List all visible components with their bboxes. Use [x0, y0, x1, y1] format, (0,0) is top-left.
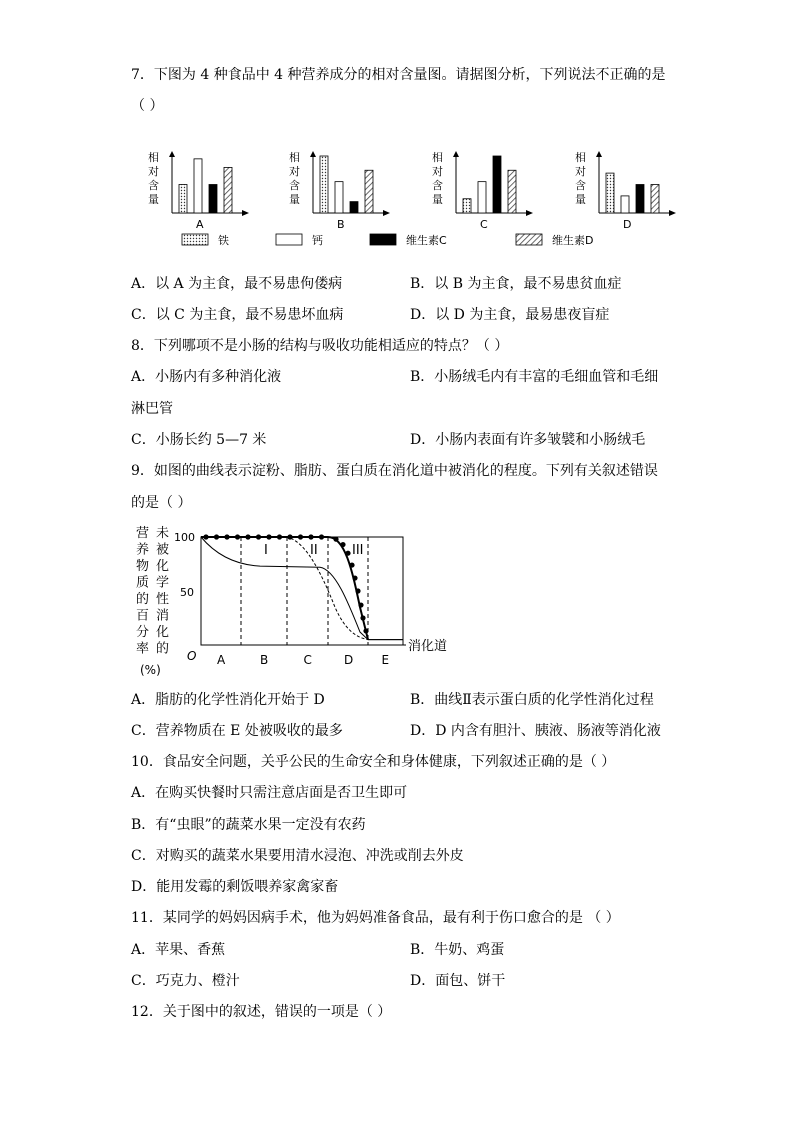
- y-axis-arrow: [596, 151, 602, 157]
- q9-ylabel-char: 的: [136, 592, 150, 607]
- q11-option-c: C．巧克力、橙汁: [131, 973, 240, 989]
- q9-stem-line1: 9．如图的曲线表示淀粉、脂肪、蛋白质在消化道中被消化的程度。下列有关叙述错误: [131, 463, 658, 479]
- q9-curve-III-marker: [245, 534, 250, 539]
- bar-ylabel-char: 量: [575, 193, 586, 206]
- q9-ylabel-char: 物: [136, 559, 150, 574]
- q9-ylabel-char: 质: [136, 575, 150, 591]
- bar-chart-D: [575, 150, 676, 231]
- bar-ylabel-char: 含: [289, 179, 300, 192]
- q7-stem: 7．下图为 4 种食品中 4 种营养成分的相对含量图。请据图分析，下列说法不正确的是: [131, 67, 666, 83]
- q9-region-label-A: A: [217, 653, 226, 667]
- y-axis-arrow: [453, 151, 459, 157]
- q9-curve-III-marker: [298, 534, 303, 539]
- bar-D-3: [651, 185, 659, 214]
- q9-curve-I: [201, 537, 403, 640]
- bar-ylabel-char: 相: [432, 151, 443, 164]
- q10-option-b: B．有“虫眼”的蔬菜水果一定没有农药: [131, 817, 366, 833]
- q8-option-a: A．小肠内有多种消化液: [131, 369, 282, 385]
- q9-curve-III-marker: [360, 615, 365, 620]
- bar-ylabel-char: 对: [148, 165, 159, 178]
- q9-region-label-D: D: [344, 653, 354, 667]
- q9-ylabel-char: 化: [156, 559, 170, 574]
- q9-region-label-E: E: [381, 653, 390, 667]
- bar-D-0: [606, 173, 614, 213]
- q7-option-c: C．以 C 为主食，最不易患坏血病: [131, 307, 344, 323]
- q9-ylabel-char: 养: [136, 542, 150, 558]
- legend-vitc-label: 维生素C: [406, 234, 447, 247]
- q9-curve-III-marker: [352, 575, 357, 580]
- q7-option-b: B．以 B 为主食，最不易患贫血症: [410, 276, 622, 292]
- bar-B-3: [365, 170, 373, 213]
- q9-option-b: B．曲线Ⅱ表示蛋白质的化学性消化过程: [410, 692, 654, 708]
- bar-chart-A: [148, 150, 249, 231]
- q9-option-d: D．D 内含有胆汁、胰液、肠液等消化液: [410, 723, 661, 739]
- q8-option-c: C．小肠长约 5—7 米: [131, 432, 267, 448]
- q9-ylabel-char: 性: [156, 592, 170, 607]
- bar-chart-label: A: [196, 218, 204, 231]
- bar-A-0: [179, 185, 187, 214]
- q9-curve-III-marker: [287, 534, 292, 539]
- q9-ylabel-char: 学: [156, 575, 170, 591]
- q9-stem-line2: 的是（ ）: [131, 495, 192, 511]
- legend-iron-swatch: [182, 234, 208, 245]
- q9-plot-frame: [201, 537, 403, 645]
- q9-option-c: C．营养物质在 E 处被吸收的最多: [131, 723, 343, 739]
- q11-option-a: A．苹果、香蕉: [131, 942, 226, 958]
- bar-ylabel-char: 含: [575, 179, 586, 192]
- q9-ylabel-char: 的: [156, 641, 170, 657]
- q9-origin: O: [187, 649, 197, 663]
- bar-ylabel-char: 量: [432, 193, 443, 206]
- bar-chart-B: [289, 150, 390, 231]
- bar-A-2: [209, 185, 217, 214]
- q9-option-a: A．脂肪的化学性消化开始于 D: [131, 692, 325, 708]
- q11-option-d: D．面包、饼干: [410, 973, 506, 989]
- legend-iron-label: 铁: [218, 234, 229, 247]
- q9-ylabel-char: 率: [136, 641, 150, 657]
- bar-C-3: [508, 170, 516, 213]
- x-axis-arrow: [242, 210, 249, 216]
- q8-option-b: B．小肠绒毛内有丰富的毛细血管和毛细: [410, 369, 659, 385]
- q10-stem: 10．食品安全问题，关乎公民的生命安全和身体健康，下列叙述正确的是（ ）: [131, 754, 616, 770]
- q9-ylabel-char: 化: [156, 625, 170, 640]
- q10-option-a: A．在购买快餐时只需注意店面是否卫生即可: [131, 785, 408, 801]
- bar-chart-C: [432, 150, 533, 231]
- legend-calcium-label: 钙: [312, 234, 323, 247]
- q9-curve-III-marker: [277, 534, 282, 539]
- bar-C-1: [478, 182, 486, 213]
- q9-curve-III-marker: [224, 534, 229, 539]
- bar-B-2: [350, 202, 358, 213]
- bar-C-2: [493, 156, 501, 213]
- q9-ylabel-char: 消: [156, 608, 170, 624]
- q9-curve-III-marker: [256, 534, 261, 539]
- legend-vitd-swatch: [516, 234, 542, 245]
- q9-ylabel-col2: [156, 525, 169, 657]
- q9-region-label-C: C: [303, 653, 312, 667]
- legend-vitd-label: 维生素D: [552, 234, 594, 247]
- bar-A-3: [224, 167, 232, 213]
- q9-ylabel-char: 营: [136, 526, 150, 541]
- y-axis-arrow: [310, 151, 316, 157]
- q9-curve-III: [201, 537, 368, 640]
- q9-curve-III-marker: [358, 602, 363, 607]
- q9-curve-III-marker: [333, 537, 338, 542]
- q9-curve-label-3: III: [352, 543, 364, 558]
- bar-ylabel-char: 对: [432, 165, 443, 178]
- q9-ylabel-percent: (%): [140, 663, 161, 677]
- bar-ylabel-char: 相: [289, 151, 300, 164]
- bar-B-1: [335, 182, 343, 213]
- x-axis-arrow: [669, 210, 676, 216]
- bar-D-1: [621, 196, 629, 213]
- bar-B-0: [320, 156, 328, 213]
- bar-C-0: [463, 199, 471, 213]
- q9-curve-label-2: II: [310, 543, 318, 558]
- bar-ylabel-char: 量: [289, 193, 300, 206]
- q9-curve-III-marker: [266, 534, 271, 539]
- bar-ylabel-char: 含: [432, 179, 443, 192]
- q12-stem: 12．关于图中的叙述，错误的一项是（ ）: [131, 1004, 392, 1020]
- q9-curve-III-marker: [214, 534, 219, 539]
- bar-chart-label: B: [337, 218, 345, 231]
- q9-ylabel-col1: [136, 526, 149, 657]
- q10-option-c: C．对购买的蔬菜水果要用清水浸泡、冲洗或削去外皮: [131, 848, 464, 864]
- q9-curve-label-1: I: [264, 543, 268, 558]
- bar-ylabel-char: 对: [289, 165, 300, 178]
- bar-A-1: [194, 159, 202, 213]
- q9-ylabel-char: 未: [156, 526, 170, 541]
- q7-paren: （ ）: [131, 98, 164, 114]
- legend-vitc-swatch: [370, 234, 396, 245]
- q7-option-d: D．以 D 为主食，最易患夜盲症: [410, 307, 610, 323]
- q7-option-a: A．以 A 为主食，最不易患佝偻病: [131, 276, 343, 292]
- q9-ylabel-char: 分: [136, 625, 150, 640]
- q9-curve-III-marker: [235, 534, 240, 539]
- bar-chart-label: C: [480, 218, 488, 231]
- q10-option-d: D．能用发霉的剩饭喂养家禽家畜: [131, 879, 339, 895]
- q9-region-label-B: B: [260, 653, 269, 667]
- q9-curve-III-marker: [355, 588, 360, 593]
- q9-curve-III-marker: [349, 562, 354, 567]
- q9-xlabel: 消化道: [408, 639, 448, 654]
- q9-curve-III-marker: [308, 534, 313, 539]
- q9-curve-III-marker: [340, 542, 345, 547]
- q9-curve-III-marker: [203, 534, 208, 539]
- q8-option-d: D．小肠内表面有许多皱襞和小肠绒毛: [410, 432, 646, 448]
- bar-ylabel-char: 含: [148, 179, 159, 192]
- q9-curve-III-marker: [319, 534, 324, 539]
- bar-ylabel-char: 量: [148, 193, 159, 206]
- bar-ylabel-char: 相: [148, 151, 159, 164]
- q9-tick-100: 100: [174, 531, 195, 544]
- q9-ylabel-char: 百: [136, 608, 150, 624]
- q9-tick-50: 50: [180, 586, 194, 599]
- bar-ylabel-char: 对: [575, 165, 586, 178]
- q9-curve-III-marker: [345, 551, 350, 556]
- bar-ylabel-char: 相: [575, 151, 586, 164]
- x-axis-arrow: [383, 210, 390, 216]
- y-axis-arrow: [169, 151, 175, 157]
- q8-stem: 8．下列哪项不是小肠的结构与吸收功能相适应的特点？（ ）: [131, 338, 509, 354]
- q9-curve-II: [201, 537, 368, 640]
- bar-chart-label: D: [623, 218, 632, 231]
- q8-option-b-cont: 淋巴管: [131, 401, 173, 417]
- x-axis-arrow: [526, 210, 533, 216]
- bar-D-2: [636, 185, 644, 214]
- q11-stem: 11．某同学的妈妈因病手术，他为妈妈准备食品，最有利于伤口愈合的是 （ ）: [131, 910, 620, 926]
- legend-calcium-swatch: [276, 234, 302, 245]
- q9-ylabel-char: 被: [156, 542, 170, 558]
- q9-curve-III-marker: [363, 628, 368, 633]
- q11-option-b: B．牛奶、鸡蛋: [410, 942, 505, 958]
